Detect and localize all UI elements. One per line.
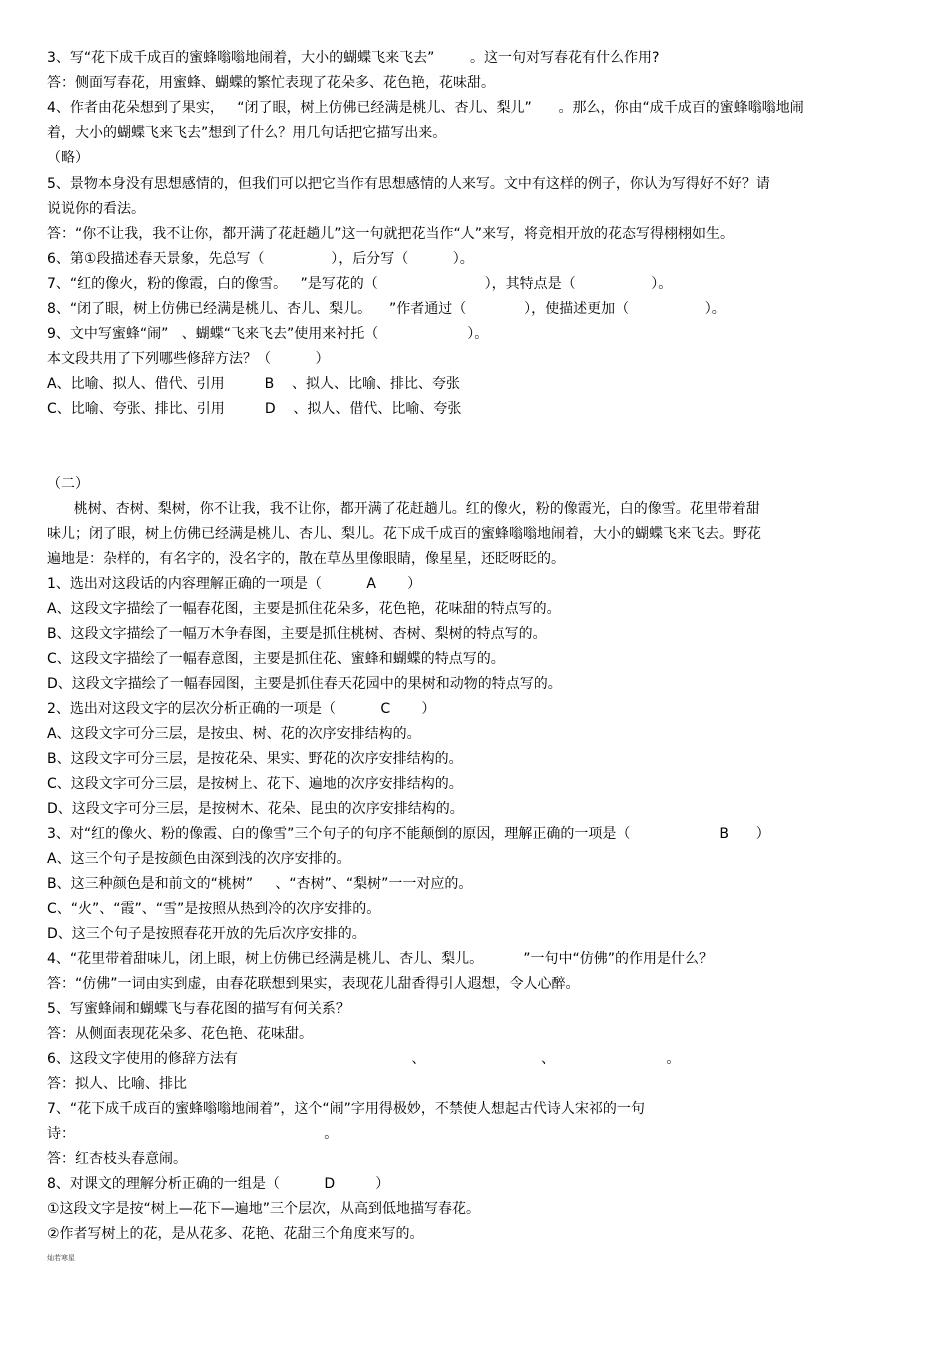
question-rhetoric: 本文段共用了下列哪些修辞方法？（ ） xyxy=(47,351,330,367)
q2: 2、选出对这段文字的层次分析正确的一项是（ C ） xyxy=(47,701,436,717)
q7-cont: 诗： 。 xyxy=(47,1126,339,1142)
q1-option-c: C、这段文字描绘了一幅春意图，主要是抓住花、蜜蜂和蝴蝶的特点写的。 xyxy=(47,651,505,667)
q2-option-a: A、这段文字可分三层，是按虫、树、花的次序安排结构的。 xyxy=(47,726,421,742)
q3-option-c: C、“火”、“霞”、“雪”是按照从热到冷的次序安排的。 xyxy=(47,901,381,917)
question-4: 4、作者由花朵想到了果实， “闭了眼，树上仿佛已经满是桃儿、杏儿、梨儿” 。那么，你由“成千成百的蜜蜂嗡嗡地闹 xyxy=(47,100,804,116)
q8-item-1: ①这段文字是按“树上—花下—遍地”三个层次，从高到低地描写春花。 xyxy=(47,1201,481,1217)
question-6: 6、第①段描述春天景象，先总写（ ），后分写（ ）。 xyxy=(47,251,474,267)
question-7: 7、“红的像火，粉的像霞，白的像雪。 ”是写花的（ ），其特点是（ ）。 xyxy=(47,276,673,292)
q8-item-2: ②作者写树上的花，是从花多、花艳、花甜三个角度来写的。 xyxy=(47,1226,424,1242)
q2-option-d: D、这段文字可分三层，是按树木、花朵、昆虫的次序安排结构的。 xyxy=(47,801,464,817)
passage-line-3: 遍地是：杂样的，有名字的，没名字的，散在草丛里像眼睛，像星星，还眨呀眨的。 xyxy=(47,551,565,567)
q2-option-c: C、这段文字可分三层，是按树上、花下、遍地的次序安排结构的。 xyxy=(47,776,463,792)
answer-3: 答：侧面写春花，用蜜蜂、蝴蝶的繁忙表现了花朵多、花色艳，花味甜。 xyxy=(47,75,495,91)
q5-answer: 答：从侧面表现花朵多、花色艳、花味甜。 xyxy=(47,1026,313,1042)
page-footer: 灿若寒星 xyxy=(47,1254,75,1262)
section-heading: （二） xyxy=(47,476,89,492)
q1-option-d: D、这段文字描绘了一幅春园图，主要是抓住春天花园中的果树和动物的特点写的。 xyxy=(47,676,562,692)
q8: 8、对课文的理解分析正确的一组是（ D ） xyxy=(47,1176,390,1192)
q7: 7、“花下成千成百的蜜蜂嗡嗡地闹着”，这个“闹”字用得极妙，不禁使人想起古代诗人宋祁的一句 xyxy=(47,1101,645,1117)
q6-answer: 答：拟人、比喻、排比 xyxy=(47,1076,187,1092)
options-c-d: C、比喻、夸张、排比、引用 D 、拟人、借代、比喻、夸张 xyxy=(47,401,462,417)
q3: 3、对“红的像火、粉的像霞、白的像雪”三个句子的句序不能颠倒的原因，理解正确的一项是（ B ） xyxy=(47,826,770,842)
q3-option-b: B、这三种颜色是和前文的“桃树” 、“杏树”、“梨树”一一对应的。 xyxy=(47,876,473,892)
answer-5: 答：“你不让我，我不让你，都开满了花赶趟儿”这一句就把花当作“人”来写，将竞相开放的花态写得栩栩如生。 xyxy=(47,226,735,242)
question-9: 9、文中写蜜蜂“闹” 、蝴蝶“飞来飞去”使用来衬托（ ）。 xyxy=(47,326,489,342)
q4-answer: 答：“仿佛”一词由实到虚，由春花联想到果实，表现花儿甜香得引人遐想，令人心醉。 xyxy=(47,976,580,992)
q4: 4、“花里带着甜味儿，闭上眼，树上仿佛已经满是桃儿、杏儿、梨儿。 ”一句中“仿佛”的作用是什么？ xyxy=(47,951,713,967)
question-5: 5、景物本身没有思想感情的，但我们可以把它当作有思想感情的人来写。文中有这样的例子，你认为写得好不好？请 xyxy=(47,176,770,192)
q5: 5、写蜜蜂闹和蝴蝶飞与春花图的描写有何关系？ xyxy=(47,1001,350,1017)
question-4-cont: 着，大小的蝴蝶飞来飞去”想到了什么？用几句话把它描写出来。 xyxy=(47,125,447,141)
question-5-cont: 说说你的看法。 xyxy=(47,201,145,217)
question-8: 8、“闭了眼，树上仿佛已经满是桃儿、杏儿、梨儿。 ”作者通过（ ），使描述更加（ ）。 xyxy=(47,301,726,317)
q6: 6、这段文字使用的修辞方法有 、 、 。 xyxy=(47,1051,681,1067)
passage-line-2: 味儿；闭了眼，树上仿佛已经满是桃儿、杏儿、梨儿。花下成千成百的蜜蜂嗡嗡地闹着，大小的蝴蝶飞来飞去。野花 xyxy=(47,526,761,542)
answer-4: （略） xyxy=(47,150,89,166)
q7-answer: 答：红杏枝头春意闹。 xyxy=(47,1151,187,1167)
q3-option-d: D、这三个句子是按照春花开放的先后次序安排的。 xyxy=(47,926,366,942)
q1: 1、选出对这段话的内容理解正确的一项是（ A ） xyxy=(47,576,422,592)
passage-line-1: 桃树、杏树、梨树，你不让我，我不让你，都开满了花赶趟儿。红的像火，粉的像霞光，白的像雪。花里带着甜 xyxy=(47,501,760,517)
q1-option-a: A、这段文字描绘了一幅春花图，主要是抓住花朵多，花色艳，花味甜的特点写的。 xyxy=(47,601,561,617)
q1-option-b: B、这段文字描绘了一幅万木争春图，主要是抓住桃树、杏树、梨树的特点写的。 xyxy=(47,626,547,642)
q2-option-b: B、这段文字可分三层，是按花朵、果实、野花的次序安排结构的。 xyxy=(47,751,463,767)
options-a-b: A、比喻、拟人、借代、引用 B 、拟人、比喻、排比、夸张 xyxy=(47,376,461,392)
q3-option-a: A、这三个句子是按颜色由深到浅的次序安排的。 xyxy=(47,851,351,867)
question-3: 3、写“花下成千成百的蜜蜂嗡嗡地闹着，大小的蝴蝶飞来飞去” 。这一句对写春花有什么作用? xyxy=(47,50,660,66)
